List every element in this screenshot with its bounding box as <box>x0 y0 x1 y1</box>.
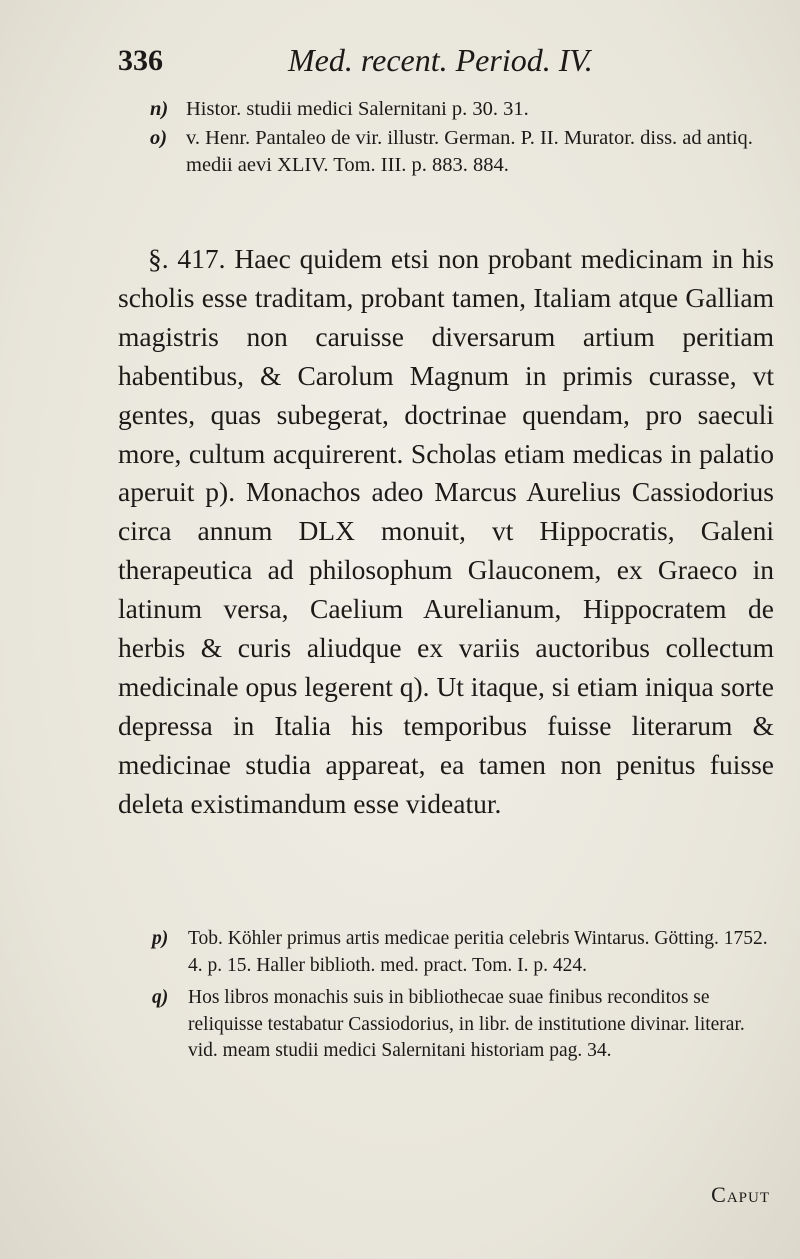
footnote-o <box>150 125 770 179</box>
footnote-n <box>150 96 770 123</box>
page-header <box>118 40 760 90</box>
footnotes-bottom <box>152 926 774 1071</box>
footnote-text: Tob. Köhler primus artis medicae peritia celebris Wintarus. Götting. 1752. 4. p. 15. Haller biblioth. med. pract. Tom. I. p. 424. <box>188 928 768 976</box>
paragraph-body: Haec quidem etsi non probant medicinam in his scholis esse traditam, probant tamen, Italiam atque Galliam magistris non caruisse diversarum artium peritiam habentibus, & Carolum Magnum in primis curasse, vt gentes, quas subegerat, doctrinae quendam, pro saeculi more, cultum acquirerent. Scholas etiam medicas in palatio aperuit p). Monachos adeo Marcus Aurelius Cassiodorius circa annum DLX monuit, vt Hippocratis, Galeni therapeutica ad philosophum Glauconem, ex Graeco in latinum versa, Caelium Aurelianum, Hippocratem de herbis & curis aliudque ex variis auctoribus collectum medicinale opus legerent q). Ut itaque, si etiam iniqua sorte depressa in Italia his temporibus fuisse literarum & medicinae studia appareat, ea tamen non penitus fuisse deleta existimandum esse videatur. <box>118 243 774 819</box>
footnote-q <box>152 985 774 1065</box>
main-text <box>118 240 774 824</box>
running-title: Med. recent. Period. IV. <box>288 42 593 78</box>
section-number: §. 417. <box>148 243 226 274</box>
footnote-mark: n) <box>150 98 169 120</box>
footnote-p <box>152 926 774 979</box>
catchword: Caput <box>711 1182 770 1207</box>
footnote-text: Histor. studii medici Salernitani p. 30. 31. <box>186 98 529 120</box>
section-paragraph <box>118 240 774 824</box>
page-number: 336 <box>118 44 163 77</box>
footnote-mark: q) <box>152 987 169 1008</box>
footnote-text: Hos libros monachis suis in bibliothecae suae finibus reconditos se reliquisse testabatur Cassiodorius, in libr. de institutione divinar. literar. vid. meam studii medici Salernitani historiam pag. 34. <box>188 987 745 1061</box>
footnote-mark: p) <box>152 928 169 949</box>
footnotes-top <box>150 96 770 181</box>
footnote-text: v. Henr. Pantaleo de vir. illustr. German. P. II. Murator. diss. ad antiq. medii aevi XLIV. Tom. III. p. 883. 884. <box>186 127 753 176</box>
footnote-mark: o) <box>150 127 168 149</box>
